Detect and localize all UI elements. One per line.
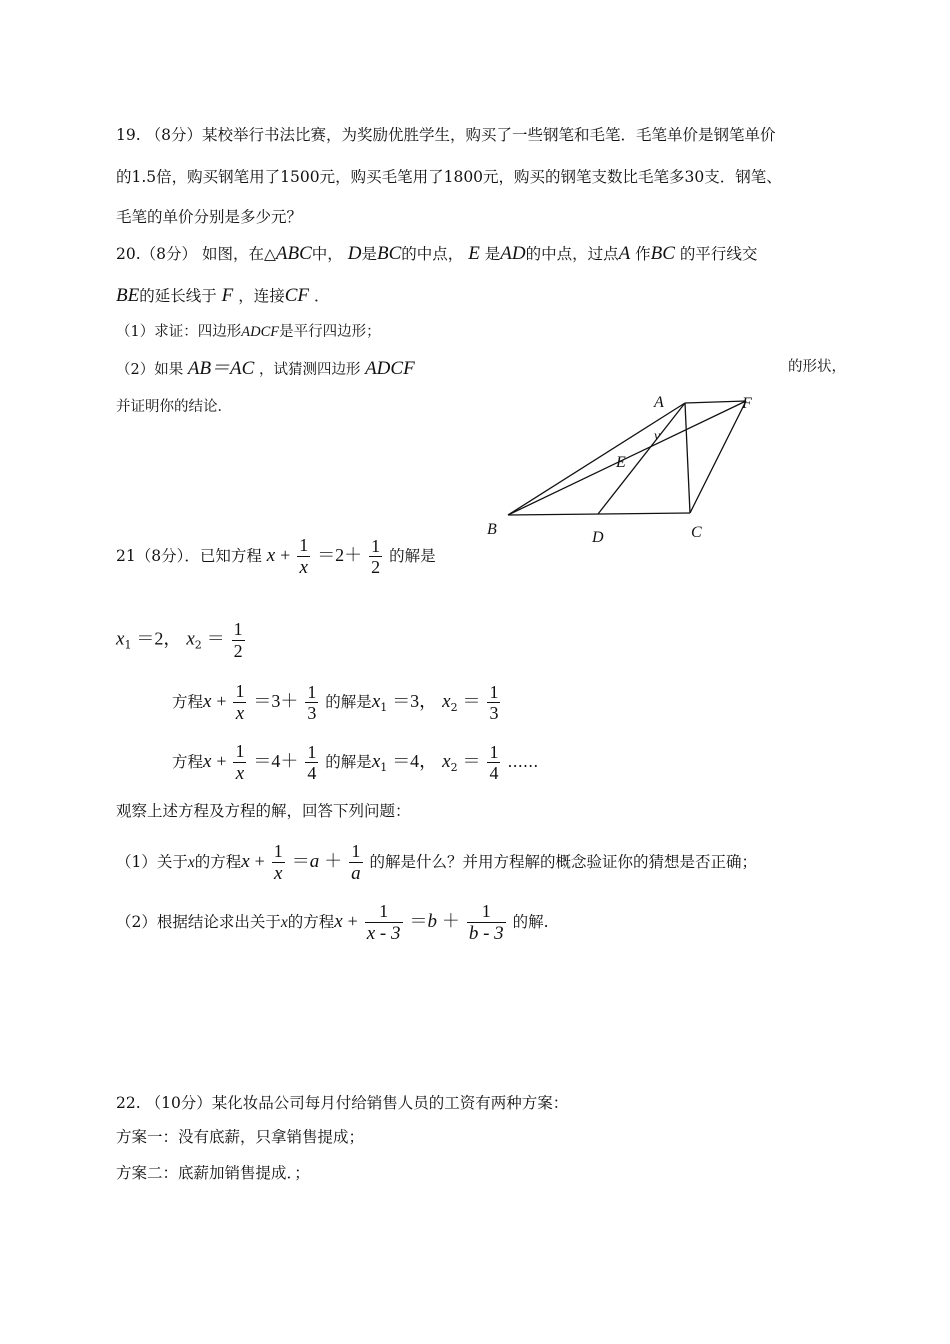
math-x2: x bbox=[442, 750, 451, 772]
math-value: ＝4， bbox=[392, 750, 438, 771]
fraction-denominator: 2 bbox=[371, 557, 381, 578]
fraction-numerator: 1 bbox=[365, 902, 403, 923]
q21-equation-2 bbox=[172, 682, 502, 724]
math-adcf: ADCF bbox=[241, 324, 280, 340]
subscript: 1 bbox=[124, 638, 132, 652]
q21-part2-text: 的方程 bbox=[287, 912, 335, 931]
q21-observe: 观察上述方程及方程的解，回答下列问题： bbox=[116, 802, 411, 820]
fraction-1-over-x bbox=[297, 536, 310, 578]
q20-text: 的中点，过点 bbox=[525, 245, 619, 263]
math-x: x bbox=[203, 750, 212, 772]
segment-af bbox=[685, 401, 746, 403]
math-x: x bbox=[280, 913, 288, 931]
label-v: v bbox=[654, 429, 661, 444]
math-d: D bbox=[347, 243, 362, 264]
math-abc: ABC bbox=[275, 243, 312, 264]
q20-part-2-line-2: 并证明你的结论． bbox=[116, 399, 232, 415]
segment-ad bbox=[598, 403, 685, 514]
fraction-denominator: 4 bbox=[489, 763, 499, 784]
subscript: 1 bbox=[380, 701, 388, 715]
fraction-1-over-2 bbox=[232, 620, 245, 661]
fraction-numerator: 1 bbox=[307, 741, 317, 762]
fraction-denominator: x bbox=[274, 862, 283, 884]
q20-part1-text: 是平行四边形； bbox=[279, 324, 381, 340]
math-value: ＝3， bbox=[392, 690, 438, 711]
q21-part2-text: 的解. bbox=[512, 912, 549, 931]
math-plus: + bbox=[216, 690, 227, 711]
math-x1: x bbox=[116, 628, 125, 650]
math-be: BE bbox=[116, 285, 140, 306]
math-x1: x bbox=[371, 750, 381, 772]
q21-text: 的解是 bbox=[325, 752, 372, 771]
segment-ac bbox=[685, 403, 690, 513]
fraction-1-over-x-minus-3 bbox=[365, 902, 403, 944]
q19-line-1: 19. （8分）某校举行书法比赛，为奖励优胜学生，购买了一些钢笔和毛笔．毛笔单价是钢笔单价 bbox=[116, 126, 776, 144]
fraction-numerator: 1 bbox=[273, 841, 283, 861]
fraction-1-over-x bbox=[233, 682, 246, 724]
label-e: E bbox=[616, 454, 626, 471]
math-x: x bbox=[334, 910, 343, 932]
ellipsis: …… bbox=[507, 752, 539, 771]
math-eq: ＝ bbox=[291, 850, 310, 871]
q22-line-2: 方案一：没有底薪，只拿销售提成； bbox=[116, 1128, 365, 1146]
q20-text: ． bbox=[313, 287, 330, 305]
q20-text: 20.（8分） 如图，在△ bbox=[116, 245, 276, 263]
q20-text: 是 bbox=[484, 245, 501, 263]
fraction-denominator: 4 bbox=[307, 763, 317, 784]
q21-part1-text: 的解是什么？并用方程解的概念验证你的猜想是否正确； bbox=[369, 852, 758, 871]
fraction-numerator: 1 bbox=[489, 681, 499, 702]
q21-intro-text: 21（8分）．已知方程 bbox=[116, 546, 262, 565]
q20-part2-text: ，试猜测四边形 bbox=[258, 362, 361, 378]
q22-line-1: 22. （10分）某化妆品公司每月付给销售人员的工资有两种方案： bbox=[116, 1094, 569, 1112]
q21-intro-text: 的解是 bbox=[389, 546, 436, 565]
fraction-numerator: 1 bbox=[307, 681, 317, 702]
math-eq: ＝ bbox=[206, 628, 225, 649]
fraction-1-over-4 bbox=[305, 743, 318, 784]
fraction-denominator: b - 3 bbox=[468, 922, 504, 944]
math-eq: ＝ bbox=[462, 750, 481, 771]
math-eq: ＝3＋ bbox=[253, 690, 299, 711]
math-a: a bbox=[309, 850, 320, 872]
q20-part2-text: （2）如果 bbox=[116, 362, 184, 378]
math-eq: ＝2＋ bbox=[317, 544, 363, 565]
math-x: x bbox=[203, 690, 212, 712]
fraction-1-over-3 bbox=[487, 683, 500, 724]
math-x: x bbox=[187, 853, 195, 871]
fraction-numerator: 1 bbox=[235, 741, 245, 761]
math-a: A bbox=[618, 243, 631, 264]
math-x2: x bbox=[442, 690, 451, 712]
fraction-1-over-x bbox=[272, 842, 285, 884]
q21-text: 的解是 bbox=[325, 692, 372, 711]
segment-ab bbox=[508, 403, 685, 515]
subscript: 2 bbox=[450, 701, 458, 715]
math-value: ＝2， bbox=[136, 628, 182, 649]
fraction-denominator: 3 bbox=[489, 703, 499, 724]
math-eq: ＝ bbox=[462, 690, 481, 711]
fraction-numerator: 1 bbox=[489, 741, 499, 762]
q20-text: 的中点， bbox=[401, 245, 464, 263]
fraction-1-over-4 bbox=[487, 743, 500, 784]
q20-text: 的延长线于 bbox=[139, 287, 217, 305]
math-bc: BC bbox=[376, 243, 402, 264]
q21-equation-3 bbox=[172, 742, 538, 784]
q19-line-2: 的1.5倍，购买钢笔用了1500元，购买毛笔用了1800元，购买的钢笔支数比毛笔多30支．钢笔、 bbox=[116, 168, 782, 186]
q20-part1-text: （1）求证：四边形 bbox=[116, 324, 242, 340]
q21-text: 方程 bbox=[172, 692, 204, 711]
label-c: C bbox=[691, 524, 702, 541]
subscript: 1 bbox=[380, 761, 388, 775]
math-eq: ＝4＋ bbox=[253, 750, 299, 771]
segment-cf bbox=[690, 401, 746, 513]
math-plus: ＋ bbox=[324, 850, 343, 871]
q20-part-1 bbox=[116, 325, 381, 340]
math-eq: ＝ bbox=[409, 910, 428, 931]
q19-line-3: 毛笔的单价分别是多少元？ bbox=[116, 208, 303, 226]
subscript: 2 bbox=[450, 761, 458, 775]
math-x: x bbox=[241, 850, 250, 872]
math-plus: + bbox=[347, 910, 358, 931]
geometry-figure bbox=[480, 390, 780, 550]
fraction-1-over-x bbox=[233, 742, 246, 784]
q21-part2-text: （2）根据结论求出关于 bbox=[116, 912, 281, 931]
q21-part1-text: 的方程 bbox=[194, 852, 242, 871]
fraction-numerator: 1 bbox=[349, 842, 363, 863]
fraction-denominator: x bbox=[235, 762, 245, 784]
fraction-numerator: 1 bbox=[233, 619, 243, 639]
geometry-svg bbox=[480, 390, 780, 550]
segment-bf bbox=[508, 401, 746, 515]
fraction-denominator: x bbox=[299, 556, 308, 578]
math-x1: x bbox=[371, 690, 381, 712]
label-d: D bbox=[592, 529, 604, 546]
q21-intro bbox=[116, 536, 436, 578]
q21-text: 方程 bbox=[172, 752, 204, 771]
q20-text: 作 bbox=[635, 245, 651, 263]
fraction-1-over-b-minus-3 bbox=[467, 902, 506, 944]
math-bc: BC bbox=[650, 243, 675, 264]
math-plus: ＋ bbox=[441, 910, 460, 931]
math-plus: + bbox=[254, 850, 265, 871]
fraction-numerator: 1 bbox=[299, 535, 309, 555]
label-a: A bbox=[654, 394, 664, 411]
fraction-1-over-a bbox=[349, 842, 363, 884]
q20-line-1 bbox=[116, 244, 757, 263]
math-ab-ac: AB＝AC bbox=[187, 358, 255, 379]
math-plus: + bbox=[280, 544, 291, 565]
q21-part-2 bbox=[116, 902, 549, 944]
math-b: b bbox=[427, 910, 437, 932]
math-e: E bbox=[468, 243, 480, 264]
q20-part-2-end: 的形状， bbox=[788, 359, 846, 375]
math-x2: x bbox=[186, 628, 195, 650]
label-b: B bbox=[487, 521, 497, 538]
q20-text: 是 bbox=[361, 245, 377, 263]
q22-line-3: 方案二：底薪加销售提成．； bbox=[116, 1164, 310, 1182]
label-f: F bbox=[742, 395, 752, 412]
fraction-denominator: 2 bbox=[233, 640, 243, 661]
math-adcf: ADCF bbox=[365, 358, 415, 379]
q21-part1-text: （1）关于 bbox=[116, 852, 188, 871]
fraction-numerator: 1 bbox=[371, 535, 381, 556]
math-ad: AD bbox=[500, 243, 526, 264]
math-f: F bbox=[221, 285, 234, 306]
fraction-denominator: 3 bbox=[307, 703, 317, 724]
math-x: x bbox=[266, 544, 276, 566]
q21-part-1 bbox=[116, 842, 757, 884]
math-plus: + bbox=[216, 750, 227, 771]
fraction-1-over-3 bbox=[305, 683, 318, 724]
fraction-1-over-2 bbox=[369, 537, 382, 578]
fraction-numerator: 1 bbox=[235, 681, 245, 701]
fraction-numerator: 1 bbox=[467, 902, 506, 923]
fraction-denominator: x - 3 bbox=[366, 922, 401, 944]
subscript: 2 bbox=[194, 638, 202, 652]
q20-part-2 bbox=[116, 359, 415, 378]
q20-text: 中， bbox=[311, 245, 343, 263]
fraction-denominator: x bbox=[235, 702, 245, 724]
q20-text: 的平行线交 bbox=[679, 245, 758, 263]
q20-text: ，连接 bbox=[238, 287, 285, 305]
q21-solution-1 bbox=[116, 620, 247, 661]
q20-line-2 bbox=[116, 286, 329, 305]
fraction-denominator: a bbox=[351, 862, 361, 884]
math-cf: CF bbox=[284, 285, 310, 306]
